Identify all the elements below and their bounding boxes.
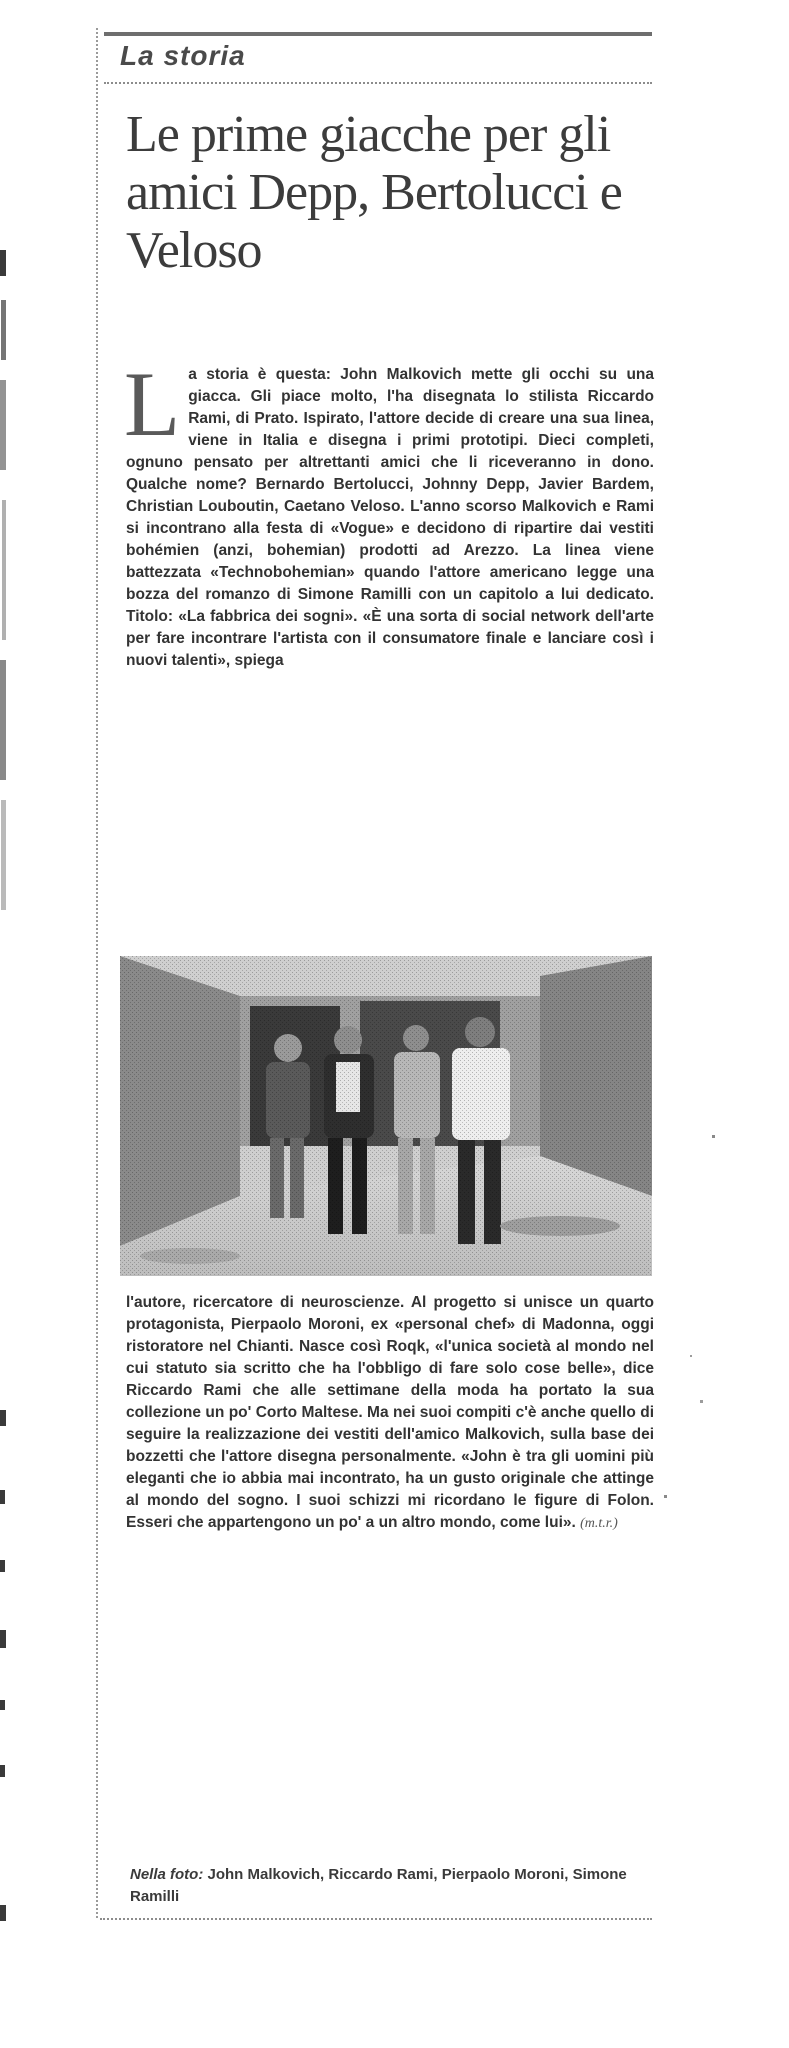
article-body-top — [124, 353, 654, 948]
article-photo — [120, 956, 652, 1276]
top-rule — [104, 32, 652, 36]
article-body-bottom — [126, 1292, 654, 1852]
headline: Le prime giacche per gli amici Depp, Bertolucci e Veloso — [126, 106, 622, 279]
article-text-part2: l'autore, ricercatore di neuroscienze. Al progetto si unisce un quarto protagonista, Pierpaolo Moroni, ex «personal chef» di Madonna, oggi ristoratore nel Chianti. Nasce così Roqk, «l'unica società al mondo nel cui statuto sia scritto che ha l'obbligo di fare solo cose belle», dice Riccardo Rami che alle settimane della moda ha portato la sua collezione un po' Corto Maltese. Ma nei suoi compiti c'è anche quello di seguire la realizzazione dei vestiti dell'amico Malkovich, sulla base dei bozzetti che l'attore disegna personalmente. «John è tra gli uomini più eleganti che io abbia mai incontrato, ha un gusto originale che attinge al mondo del sogno. I suoi schizzi mi ricordano le figure di Folon. Esseri che appartengono un po' a un altro mondo, come lui». — [126, 1294, 654, 1531]
photo-caption — [130, 1864, 650, 1908]
caption-text: John Malkovich, Riccardo Rami, Pierpaolo Moroni, Simone Ramilli — [130, 1866, 627, 1905]
author-initials: (m.t.r.) — [580, 1516, 618, 1531]
drop-cap: L — [124, 353, 181, 455]
newspaper-clipping — [96, 28, 658, 1918]
rubric-divider — [104, 82, 652, 84]
article-text-part1: a storia è questa: John Malkovich mette gli occhi su una giacca. Gli piace molto, l'ha disegnata lo stilista Riccardo Rami, di Prato. Ispirato, l'attore decide di creare una sua linea, viene in Italia e disegna i primi prototipi. Dieci completi, ognuno pensato per altrettanti amici che li riceveranno in dono. Qualche nome? Bernardo Bertolucci, Johnny Depp, Javier Bardem, Christian Louboutin, Caetano Veloso. L'anno scorso Malkovich e Rami si incontrano alla festa di «Vogue» e decidono di ripartire dai vestiti bohémien (anzi, bohemian) prodotti ad Arezzo. La linea viene battezzata «Technobohemian» quando l'attore americano legge una bozza del romanzo di Simone Ramilli con un capitolo a lui dedicato. Titolo: «La fabbrica dei sogni». «È una sorta di social network dell'arte per fare incontrare l'artista con il consumatore finale e lanciare così i nuovi talenti», spiega — [126, 366, 654, 669]
photo-four-men-standing — [120, 956, 652, 1276]
section-rubric: La storia — [120, 40, 246, 71]
bottom-rule — [100, 1918, 652, 1920]
caption-label: Nella foto: — [130, 1866, 204, 1883]
